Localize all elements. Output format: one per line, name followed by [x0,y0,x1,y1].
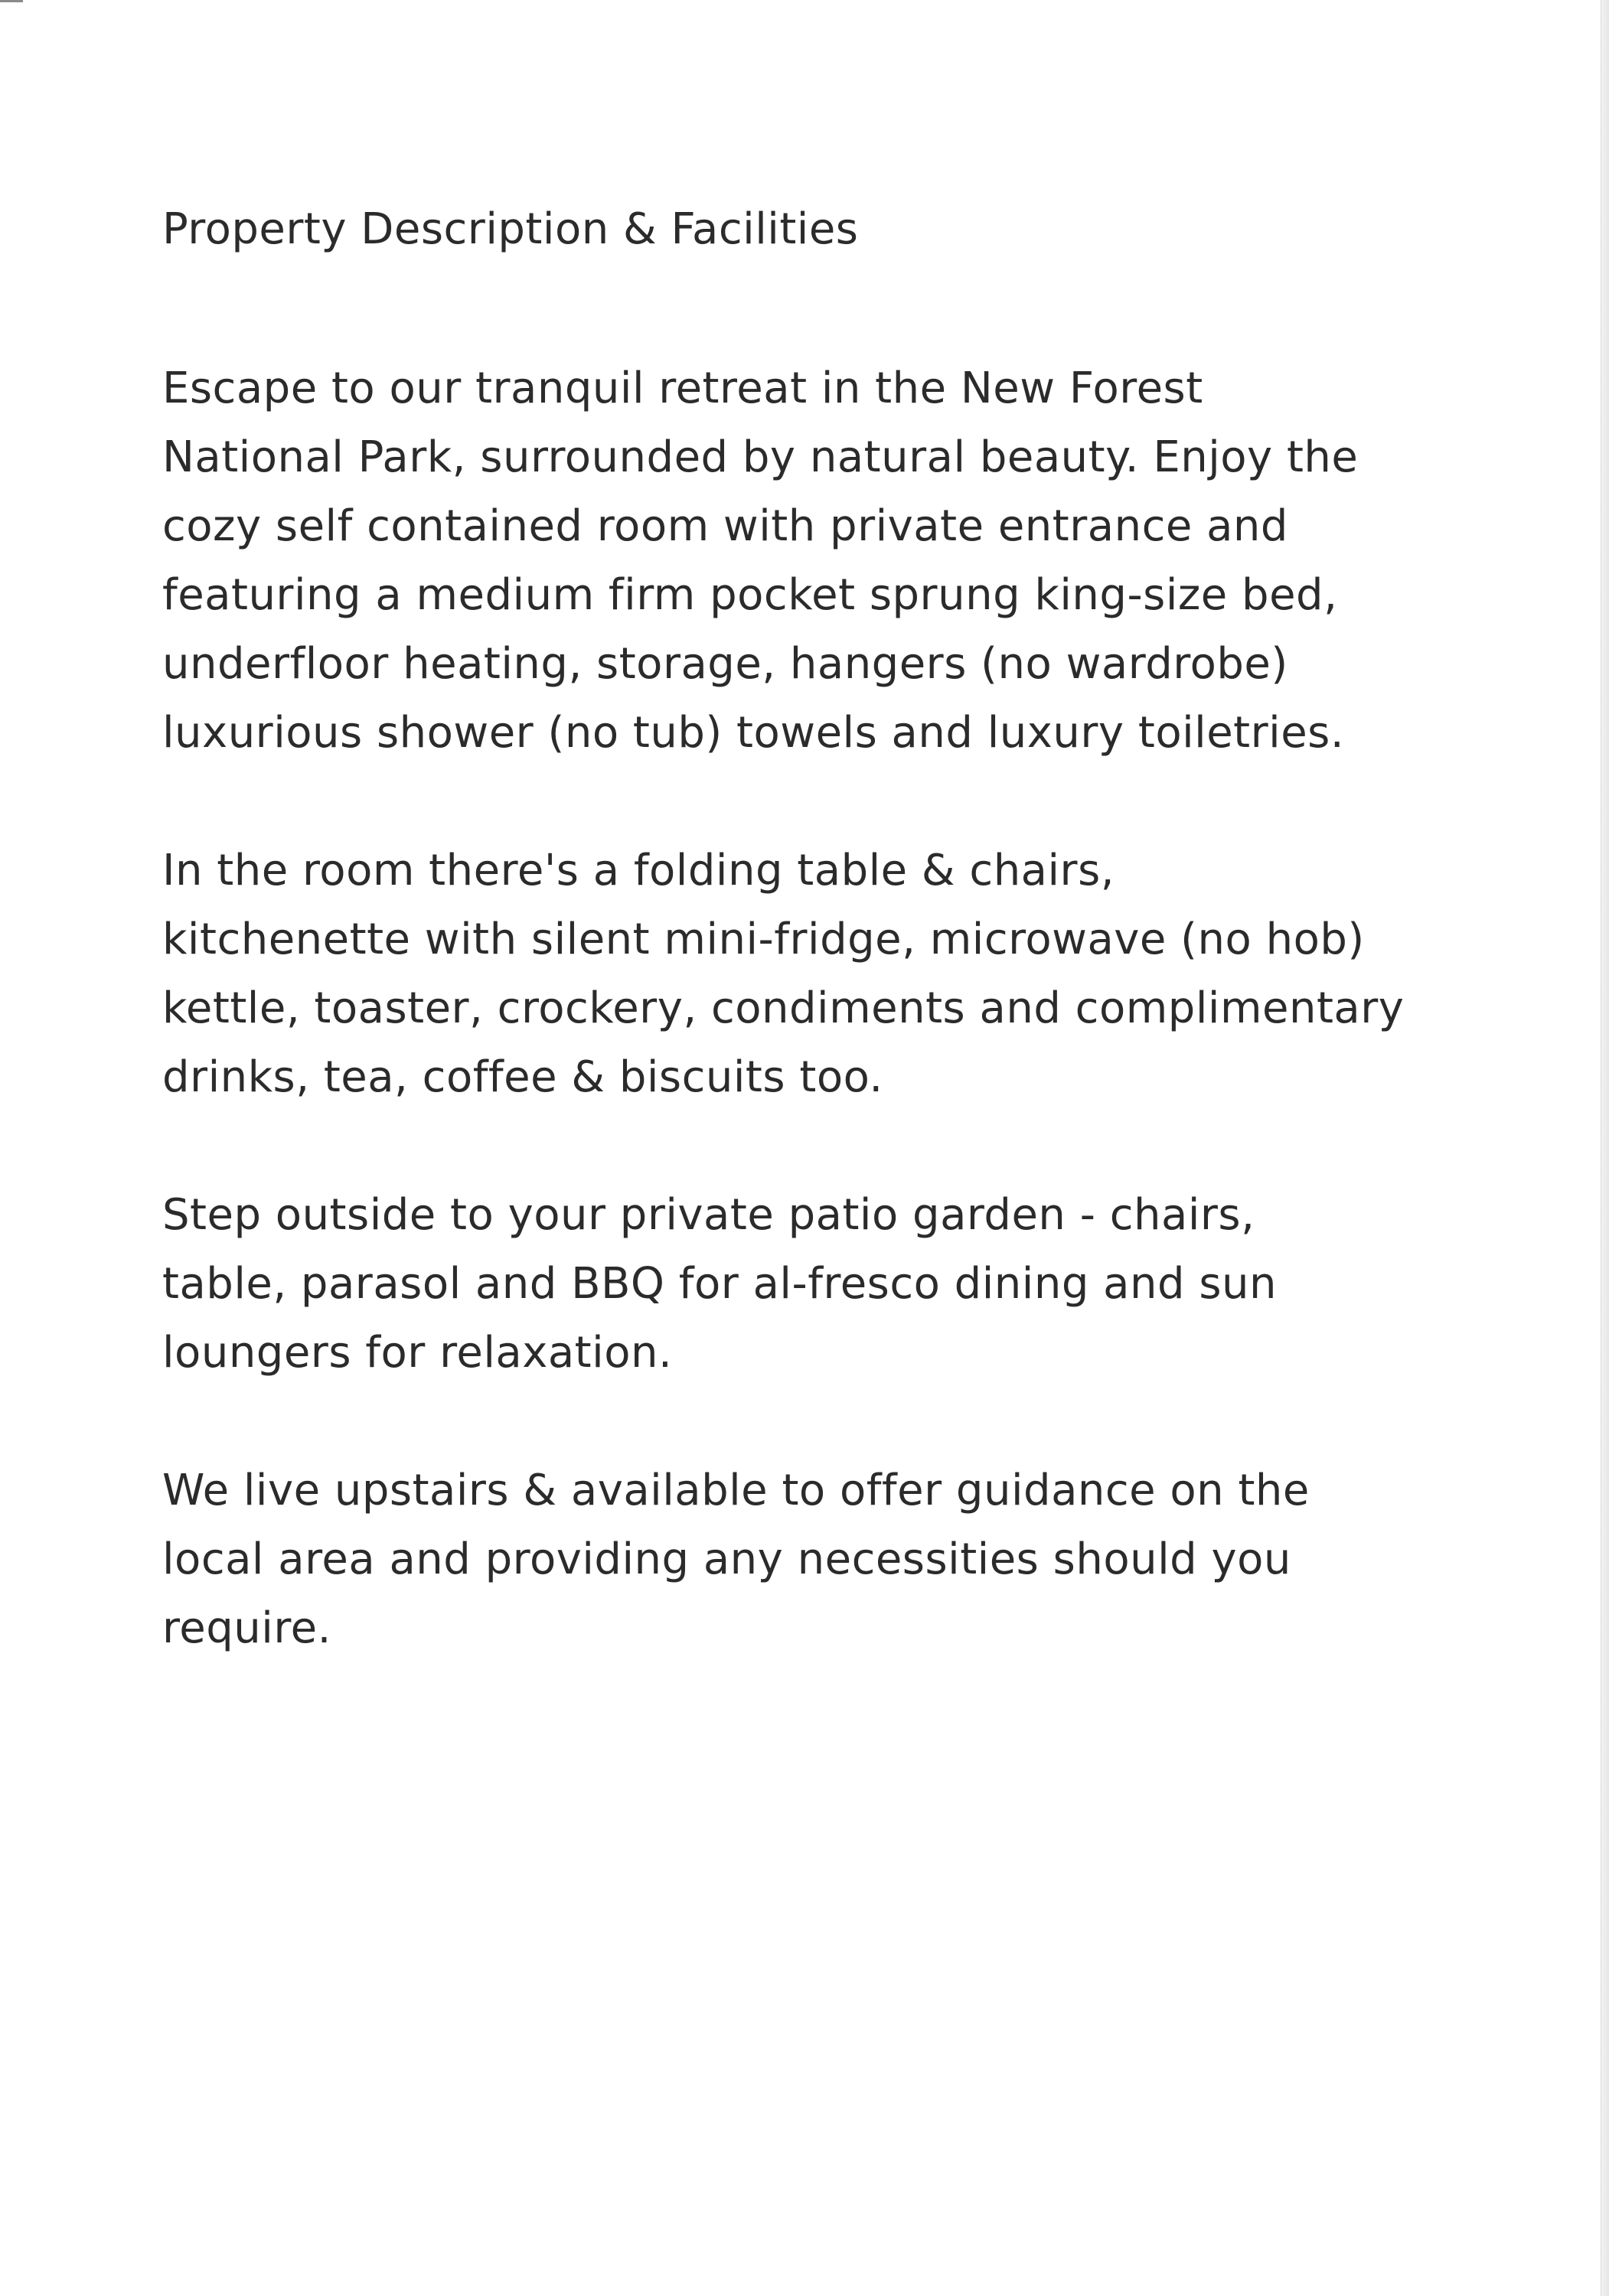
paragraph-hosts: We live upstairs & available to offer guidance on the local area and providing any necessities should you require. [162,1466,1310,1653]
paragraph-room-amenities: In the room there's a folding table & chairs, kitchenette with silent mini-fridge, microwave (no hob) kettle, toaster, crockery, condiments and complimentary drinks, tea, coffee & biscuits too. [162,846,1405,1102]
document-content [162,195,1448,1732]
paragraph-intro: Escape to our tranquil retreat in the New Forest National Park, surrounded by natural beauty. Enjoy the cozy self contained room with private entrance and featuring a medium firm pocket sprung king-size bed, underfloor heating, storage, hangers (no wardrobe) luxurious shower (no tub) towels and luxury toiletries. [162,364,1359,758]
document-heading: Property Description & Facilities [162,204,859,254]
scan-edge-mark [0,0,23,2]
scan-right-edge [1601,0,1609,2296]
paragraph-patio-garden: Step outside to your private patio garden - chairs, table, parasol and BBQ for al-fresco dining and sun loungers for relaxation. [162,1190,1277,1378]
